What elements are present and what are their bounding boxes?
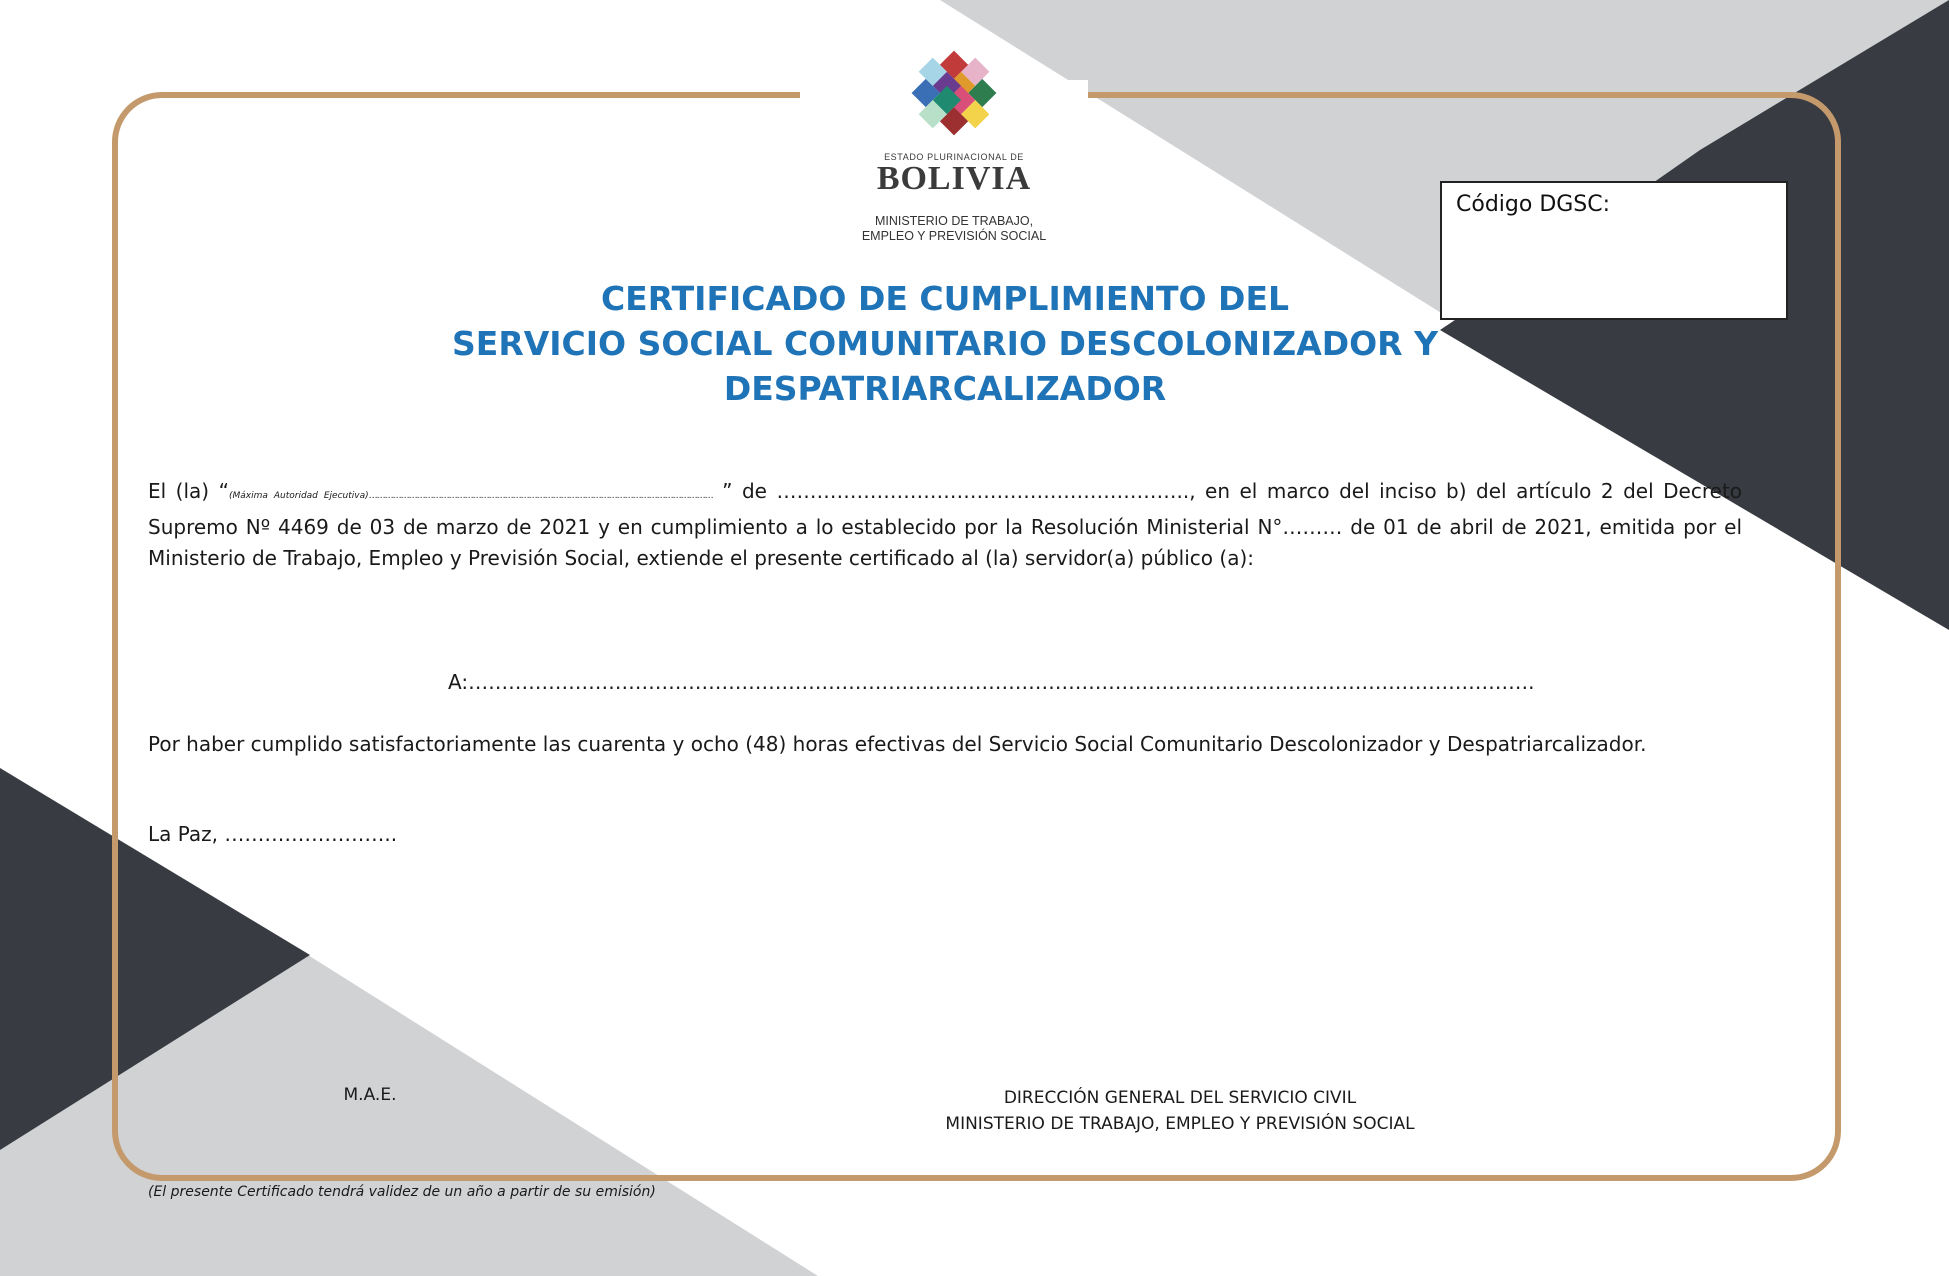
logo-country: BOLIVIA (876, 160, 1032, 197)
codigo-dgsc-label: Código DGSC: (1456, 192, 1611, 217)
chakana-seal-icon (894, 38, 1014, 148)
completion-paragraph: Por haber cumplido satisfactoriamente las cuarenta y ocho (48) horas efectivas del Servicio Social Comunitario Descolonizador y Despatriarcalizador. (148, 732, 1647, 756)
signature-mae: M.A.E. (343, 1085, 397, 1105)
certificate-title (380, 276, 1510, 411)
entity-placeholder-dots: …………………………………………………….. (776, 479, 1190, 503)
mae-placeholder-dots: ………………………………………………………………………………………………………………… (368, 491, 713, 501)
bolivia-logo (838, 38, 1070, 244)
logo-subtitle: ESTADO PLURINACIONAL DE (884, 152, 1024, 162)
title-line-3: DESPATRIARCALIZADOR (723, 369, 1167, 408)
signature-dgsc (920, 1085, 1440, 1137)
recipient-line: A:……………………………………………………………………………………………………………………………………………. (448, 670, 1535, 694)
validity-footnote: (El presente Certificado tendrá validez de un año a partir de su emisión) (148, 1184, 656, 1200)
intro-close-quote: ” de (712, 479, 777, 503)
logo-ministry-line1: MINISTERIO DE TRABAJO, (874, 214, 1034, 228)
title-line-1: CERTIFICADO DE CUMPLIMIENTO DEL (600, 279, 1290, 318)
intro-paragraph (148, 476, 1742, 574)
signature-dgsc-line1: DIRECCIÓN GENERAL DEL SERVICIO CIVIL (1003, 1088, 1357, 1108)
place-date-line: La Paz, …………………….. (148, 822, 398, 846)
logo-ministry-line2: EMPLEO Y PREVISIÓN SOCIAL (861, 229, 1047, 243)
signature-dgsc-line2: MINISTERIO DE TRABAJO, EMPLEO Y PREVISIÓN SOCIAL (945, 1114, 1415, 1134)
title-line-2: SERVICIO SOCIAL COMUNITARIO DESCOLONIZADOR Y (452, 324, 1438, 363)
intro-rest: , en el marco del inciso b) del artículo 2 del Decreto Supremo Nº 4469 de 03 de marzo de 2021 y en cumplimiento a lo establecido por la Resolución Ministerial N°……… de 01 de abril de 2021, emitida por el Ministerio de Trabajo, Empleo y Previsión Social, extiende el presente certificado al (la) servidor(a) público (a): (148, 479, 1743, 570)
intro-lead: El (la) “ (148, 479, 229, 503)
mae-placeholder-label: (Máxima Autoridad Ejecutiva) (228, 491, 369, 501)
